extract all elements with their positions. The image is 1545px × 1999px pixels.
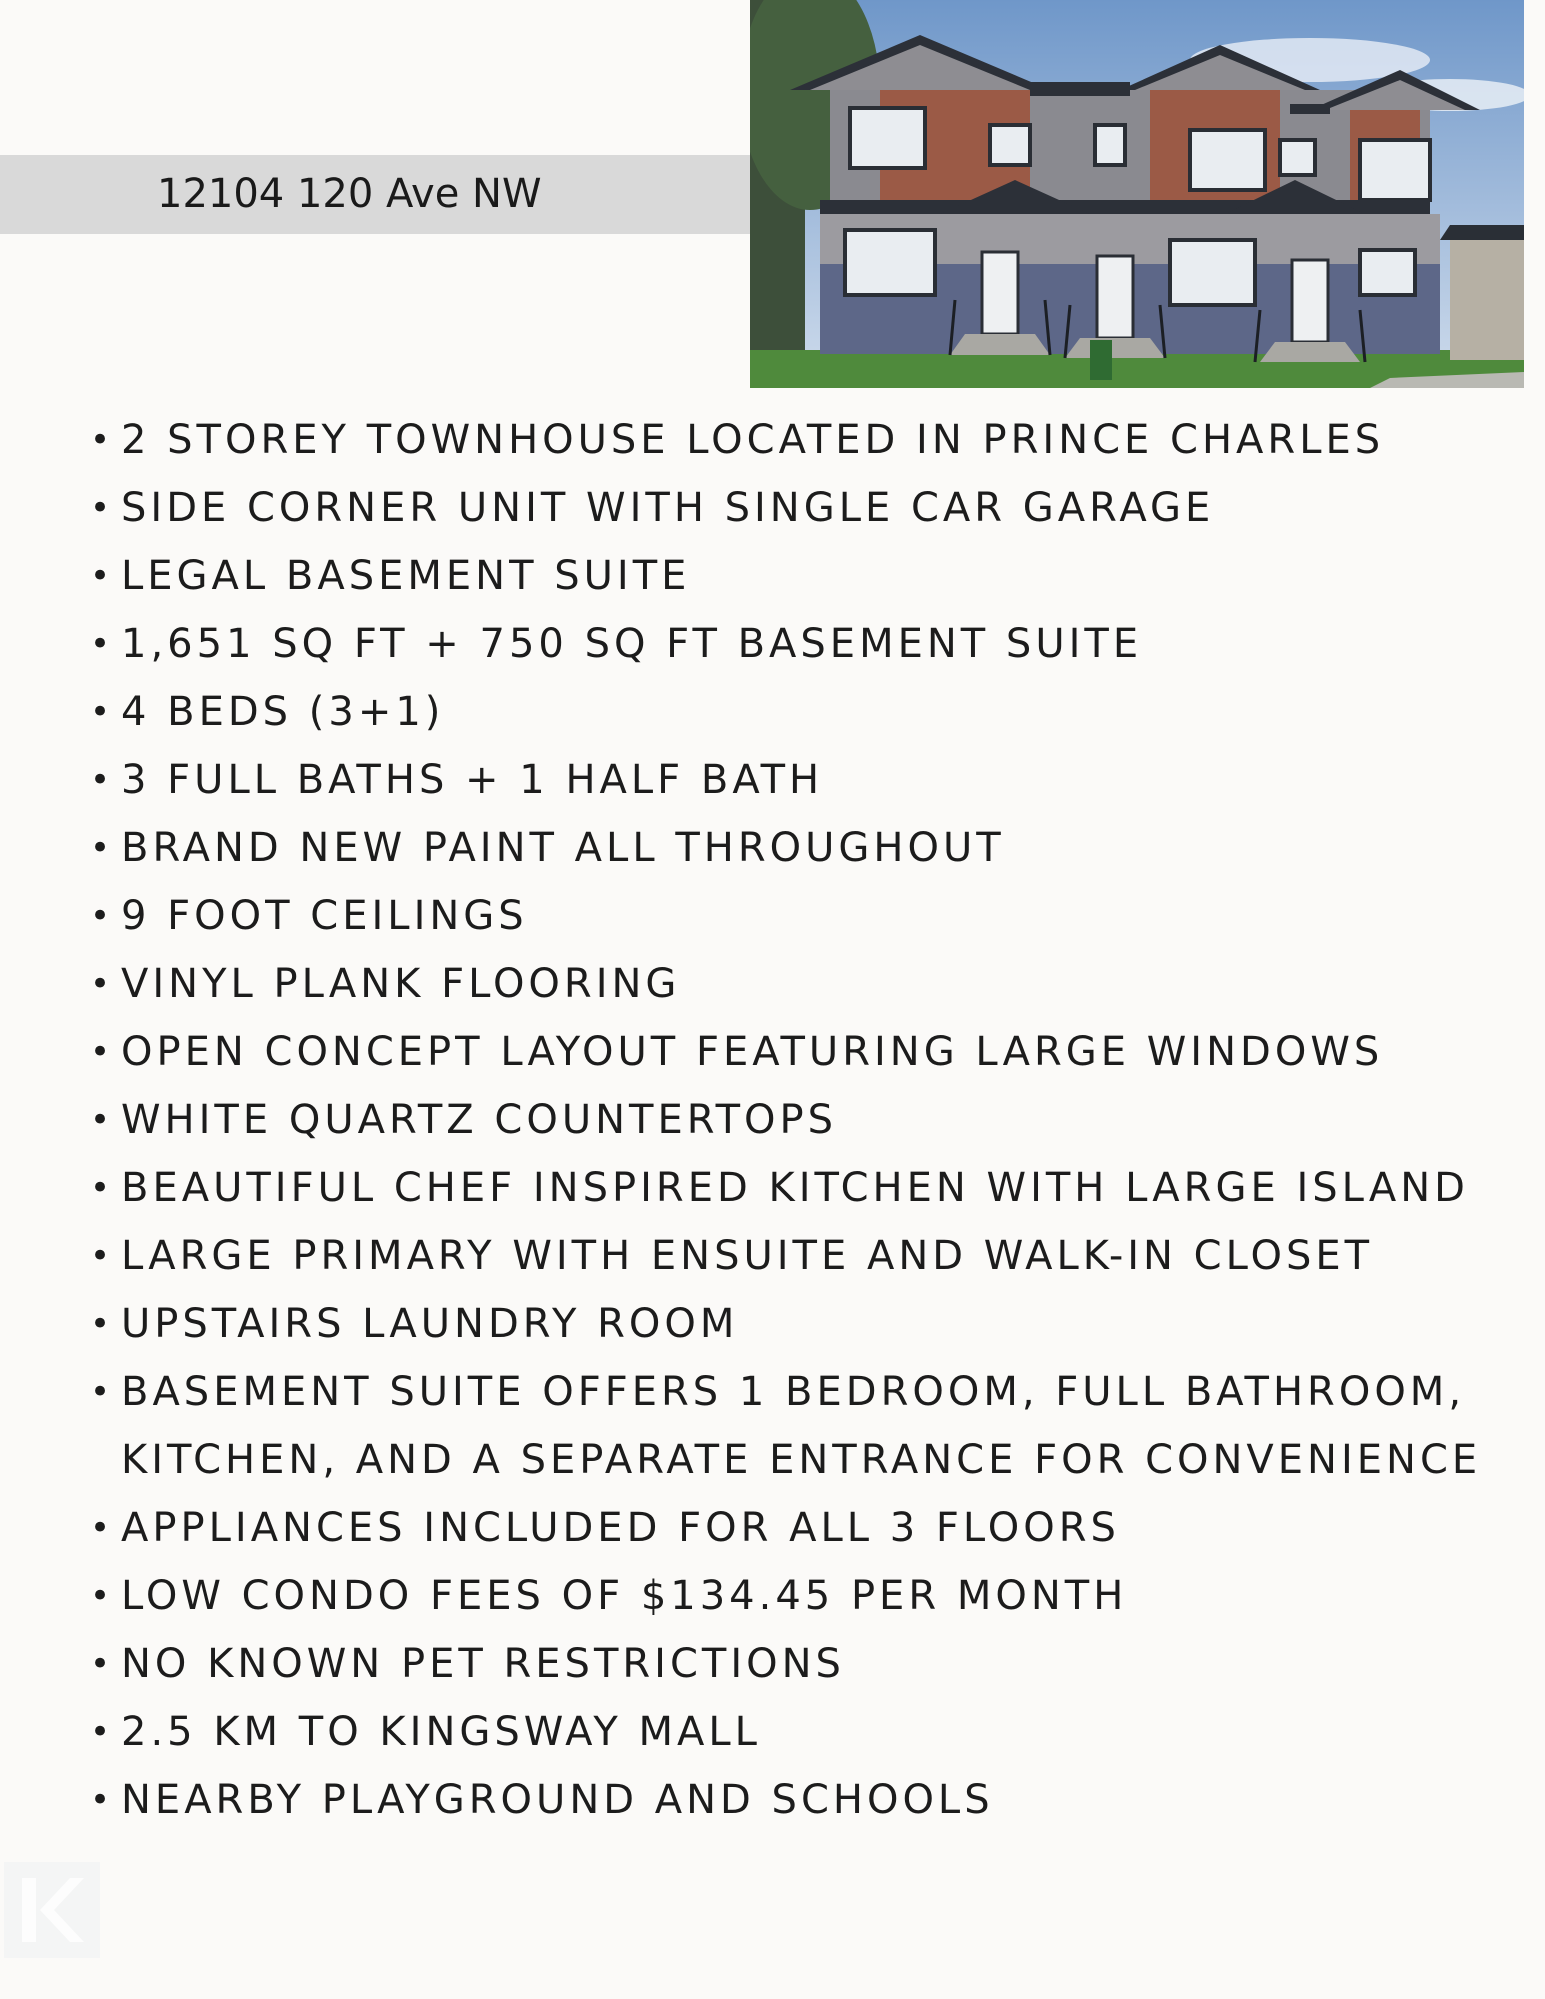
list-item: • BRAND NEW PAINT ALL THROUGHOUT (90, 814, 1510, 882)
list-item: • LOW CONDO FEES OF $134.45 PER MONTH (90, 1562, 1510, 1630)
list-item: • LEGAL BASEMENT SUITE (90, 542, 1510, 610)
bullet-icon: • (90, 624, 111, 664)
list-item: • UPSTAIRS LAUNDRY ROOM (90, 1290, 1510, 1358)
bullet-icon: • (90, 1168, 111, 1208)
list-item: • SIDE CORNER UNIT WITH SINGLE CAR GARAGE (90, 474, 1510, 542)
bullet-icon: • (90, 420, 111, 460)
list-item: • OPEN CONCEPT LAYOUT FEATURING LARGE WINDOWS (90, 1018, 1510, 1086)
list-item: • NEARBY PLAYGROUND AND SCHOOLS (90, 1766, 1510, 1834)
bullet-icon: • (90, 556, 111, 596)
bullet-icon: • (90, 1644, 111, 1684)
bullet-icon: • (90, 488, 111, 528)
address-banner (0, 155, 750, 234)
bullet-icon: • (90, 964, 111, 1004)
listing-address: 12104 120 Ave NW (157, 171, 542, 217)
bullet-icon: • (90, 1304, 111, 1344)
bullet-icon: • (90, 1576, 111, 1616)
bullet-icon: • (90, 1372, 111, 1412)
bullet-icon: • (90, 1236, 111, 1276)
bullet-icon: • (90, 1508, 111, 1548)
list-item: • NO KNOWN PET RESTRICTIONS (90, 1630, 1510, 1698)
list-item: • 9 FOOT CEILINGS (90, 882, 1510, 950)
list-item: • 1,651 SQ FT + 750 SQ FT BASEMENT SUITE (90, 610, 1510, 678)
bullet-icon: • (90, 828, 111, 868)
townhouse-exterior-photo (750, 0, 1524, 388)
list-item: • BEAUTIFUL CHEF INSPIRED KITCHEN WITH LARGE ISLAND (90, 1154, 1510, 1222)
list-item: • 3 FULL BATHS + 1 HALF BATH (90, 746, 1510, 814)
bullet-icon: • (90, 1712, 111, 1752)
bullet-icon: • (90, 1032, 111, 1072)
bullet-icon: • (90, 1100, 111, 1140)
list-item: • BASEMENT SUITE OFFERS 1 BEDROOM, FULL BATHROOM, KITCHEN, AND A SEPARATE ENTRANCE FOR CONVENIENCE (90, 1358, 1510, 1494)
list-item: • 2.5 KM TO KINGSWAY MALL (90, 1698, 1510, 1766)
list-item: • 4 BEDS (3+1) (90, 678, 1510, 746)
list-item: • 2 STOREY TOWNHOUSE LOCATED IN PRINCE CHARLES (90, 406, 1510, 474)
brokerage-logo-watermark (4, 1862, 100, 1958)
list-item: • WHITE QUARTZ COUNTERTOPS (90, 1086, 1510, 1154)
list-item: • VINYL PLANK FLOORING (90, 950, 1510, 1018)
bullet-icon: • (90, 896, 111, 936)
bullet-icon: • (90, 692, 111, 732)
feature-list (90, 406, 1510, 1834)
list-item: • LARGE PRIMARY WITH ENSUITE AND WALK-IN CLOSET (90, 1222, 1510, 1290)
bullet-icon: • (90, 760, 111, 800)
list-item: • APPLIANCES INCLUDED FOR ALL 3 FLOORS (90, 1494, 1510, 1562)
bullet-icon: • (90, 1780, 111, 1820)
